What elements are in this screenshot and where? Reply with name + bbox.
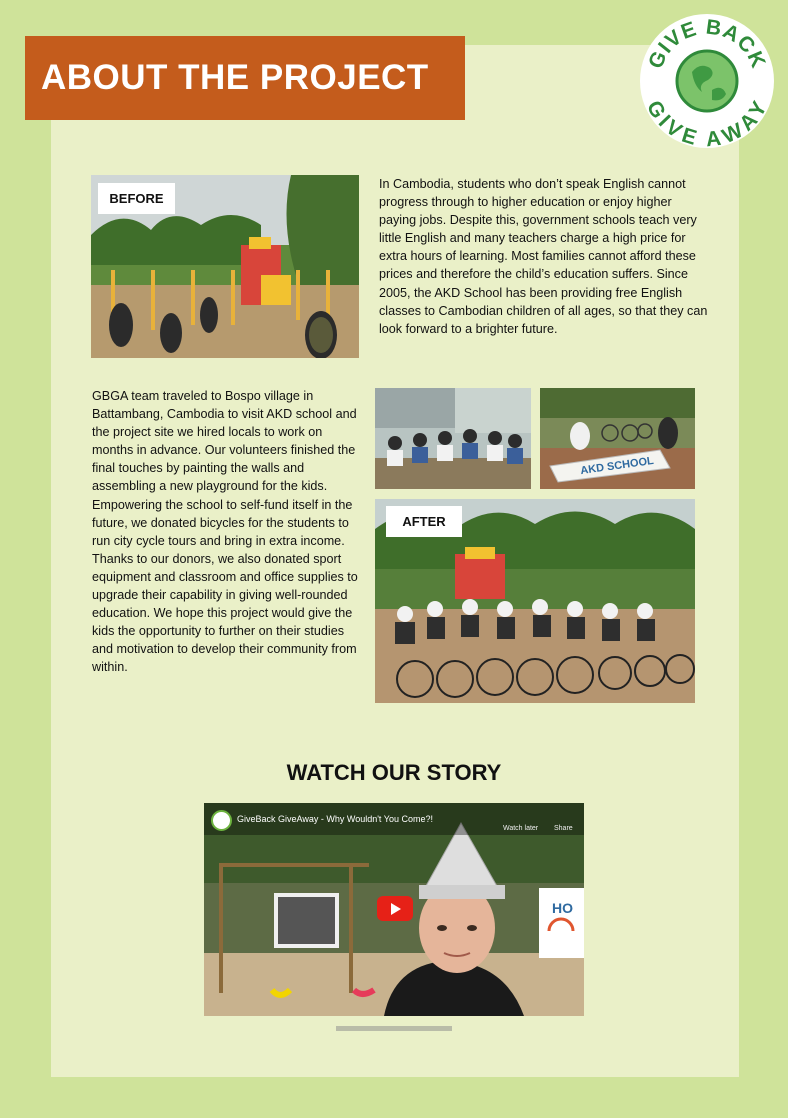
akd-school-sign-text: AKD SCHOOL [579, 454, 655, 478]
school-sign-photo [540, 388, 695, 489]
page-title: ABOUT THE PROJECT [41, 58, 429, 97]
project-description-paragraph: GBGA team traveled to Bospo village in Battambang, Cambodia to visit AKD school and the project site we hired locals to work on months in advance. Our volunteers finished the final touches by painting the walls and assembling a new playground for the kids. Empowering the school to self-fund itself in the future, we donated bicycles for the students to run city cycle tours and bring in extra income. Thanks to our donors, we also donated sport equipment and classroom and office supplies to upgrade their capability in giving well-rounded education. We hope this project would give the kids the opportunity to further on their studies and motivation to develop their community from within. [92, 389, 358, 675]
after-tag: AFTER [386, 506, 462, 537]
logo-top-text: GIVE BACK [644, 15, 770, 72]
give-back-give-away-logo [640, 14, 774, 148]
video-scrollbar[interactable] [336, 1026, 452, 1031]
play-icon[interactable] [377, 896, 413, 921]
logo-bottom-text: GIVE AWAY [641, 97, 773, 148]
cambodia-intro-paragraph: In Cambodia, students who don’t speak English cannot progress through to higher education or enjoy higher paying jobs. Despite this, government schools teach very little English and many teachers charge a high price for extra hours of learning. Most families cannot afford these prices and therefore the child’s education suffers. Since 2005, the AKD School has been providing free English classes to Cambodian children of all ages, so that they can look forward to a brighter future. [379, 177, 708, 336]
classroom-photo [375, 388, 531, 489]
title-banner [25, 36, 465, 120]
video-poster-text: HO [552, 900, 573, 916]
share-button[interactable]: Share [554, 825, 573, 832]
watch-our-story-heading: WATCH OUR STORY [286, 760, 502, 785]
before-tag: BEFORE [98, 183, 175, 214]
youtube-video-embed[interactable] [204, 803, 584, 1016]
channel-avatar[interactable] [211, 810, 232, 831]
watch-later-button[interactable]: Watch later [503, 825, 539, 832]
video-title[interactable]: GiveBack GiveAway - Why Wouldn't You Come?! [237, 814, 433, 824]
